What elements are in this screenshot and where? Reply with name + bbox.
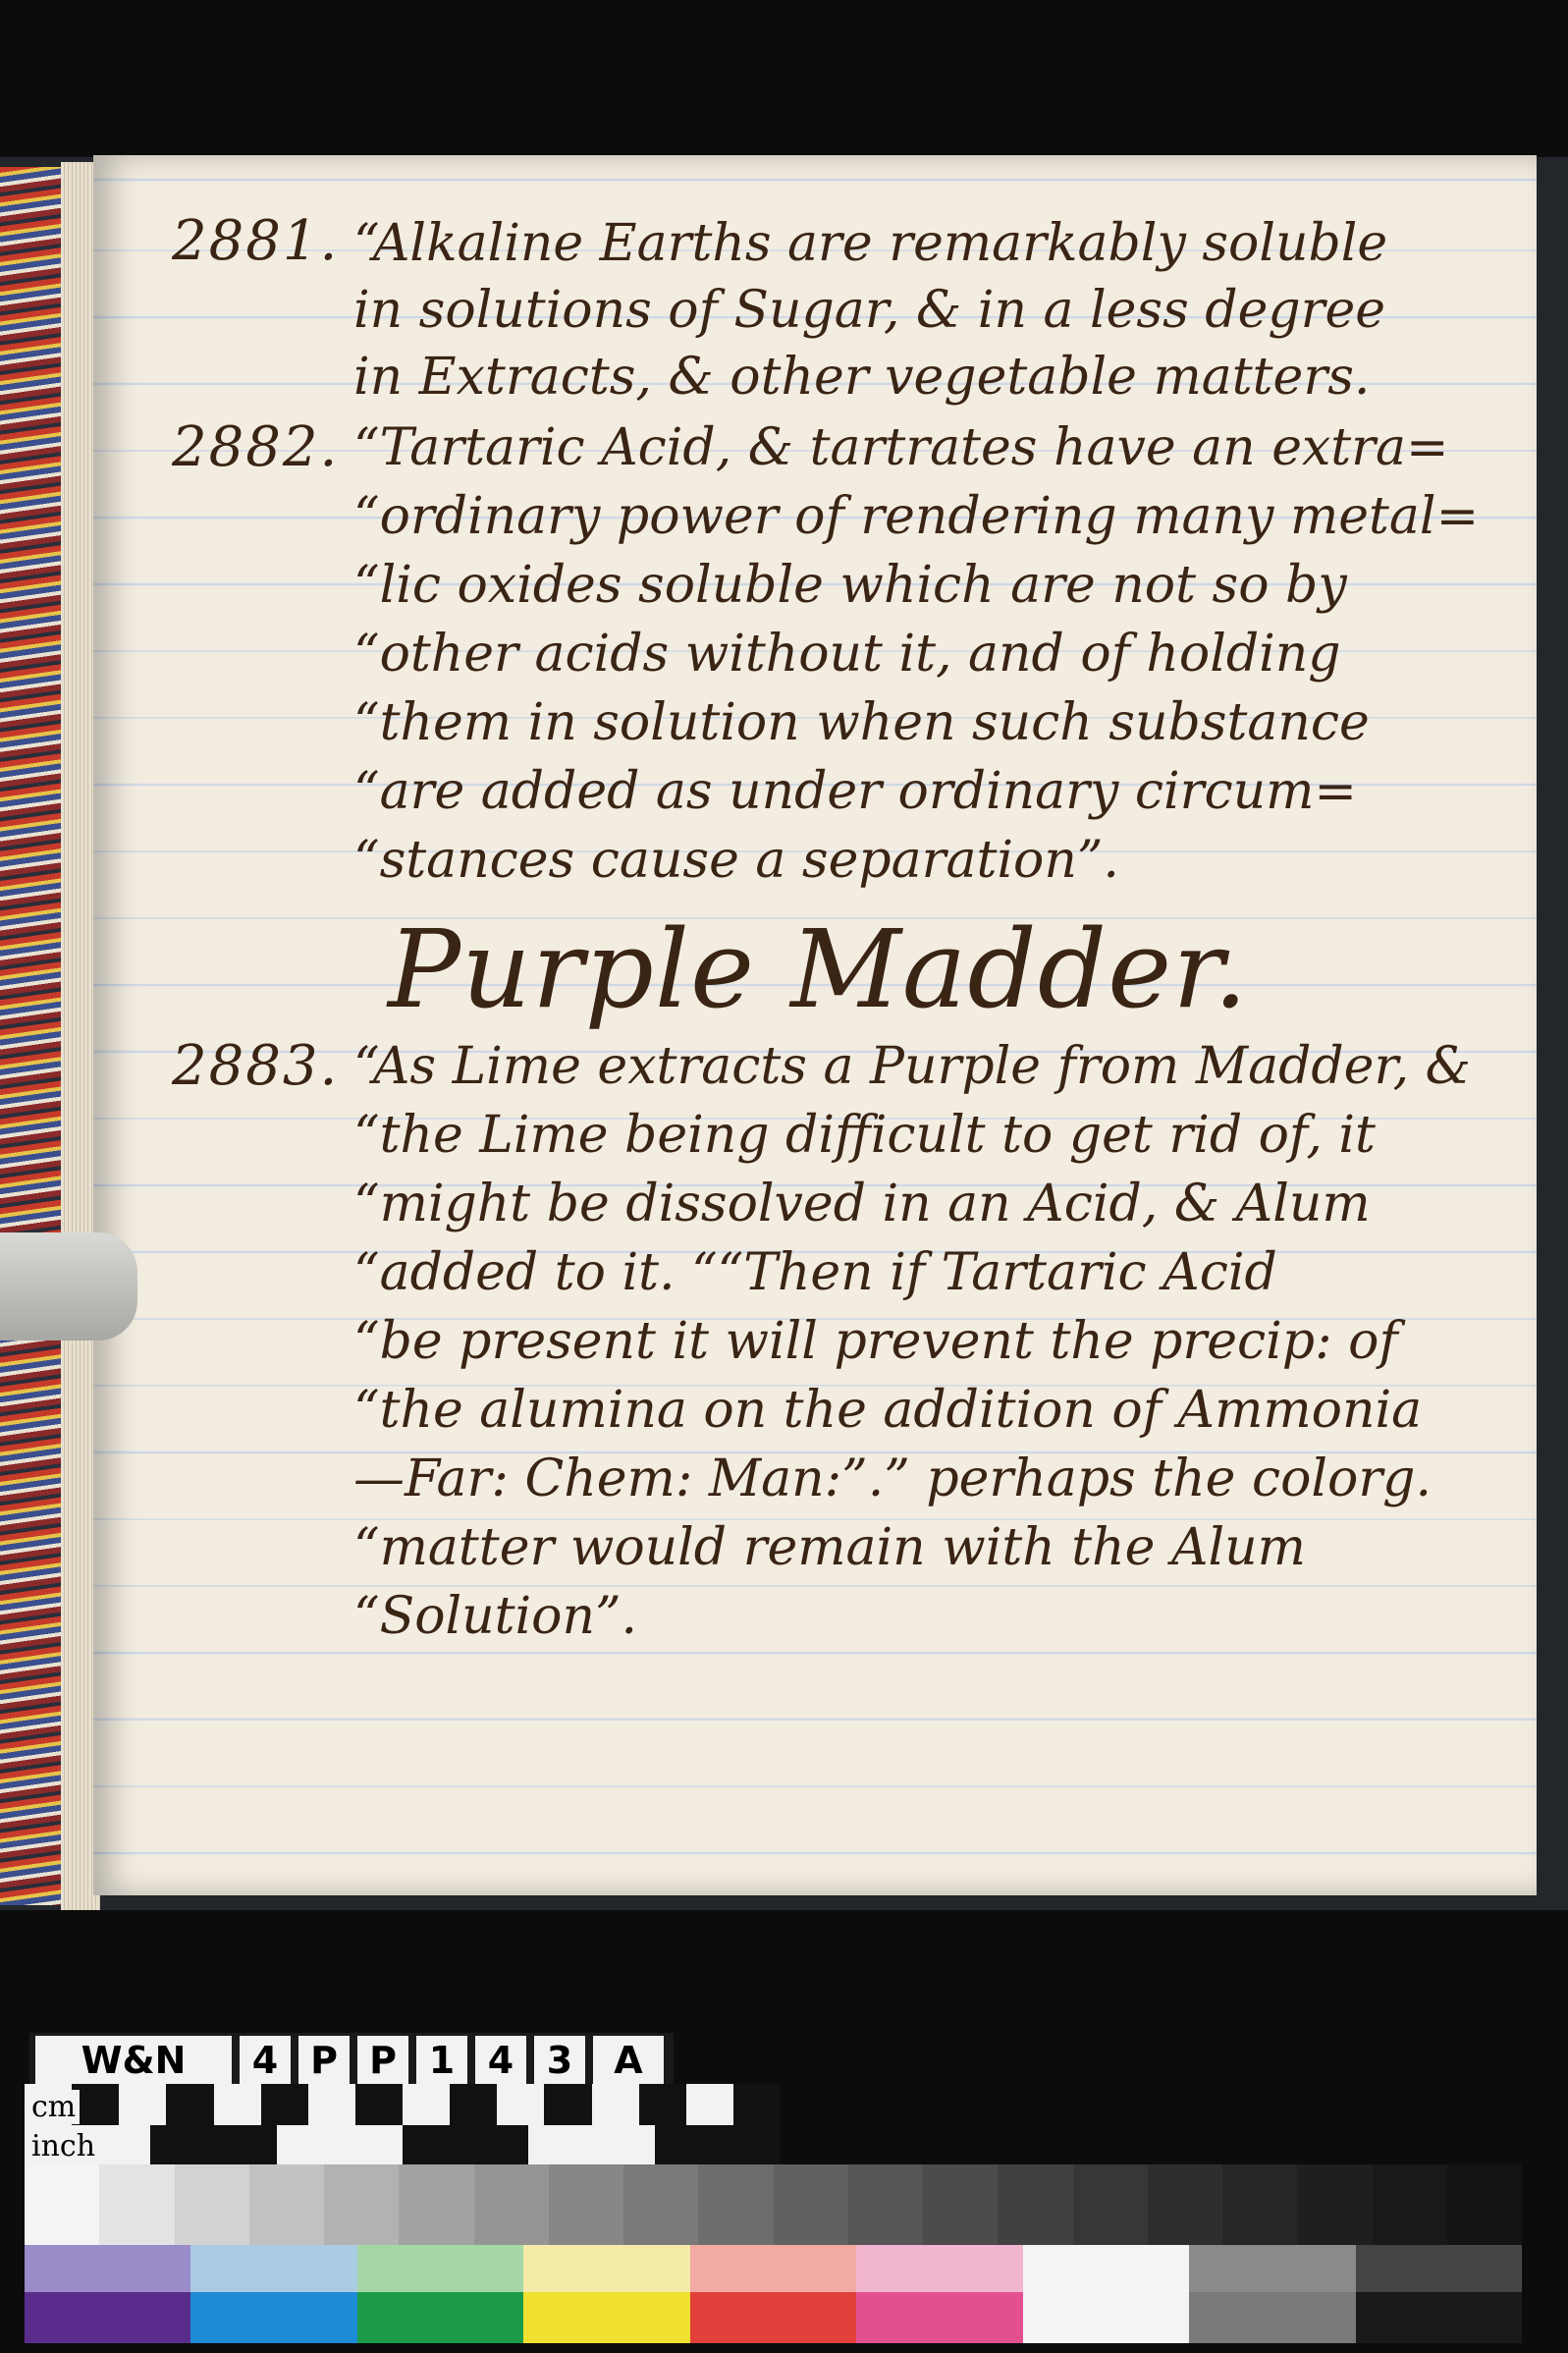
entry-line: “Alkaline Earths are remarkably soluble [353,214,1388,273]
color-patch [1189,2292,1355,2343]
entry-line: “Tartaric Acid, & tartrates have an extra= [353,418,1449,477]
entry-line: in solutions of Sugar, & in a less degree [353,281,1386,340]
entry-line: “ordinary power of rendering many metal= [353,487,1480,546]
entry-line: “them in solution when such substance [353,693,1370,752]
entry-number: 2881. [172,209,340,273]
color-patch [25,2245,190,2292]
gray-patch [549,2164,623,2245]
entry-number: 2882. [172,415,340,479]
entry-line: “As Lime extracts a Purple from Madder, & [353,1037,1471,1096]
color-patch [1023,2292,1189,2343]
entry-line: “the alumina on the addition of Ammonia [353,1381,1423,1440]
cm-scale [25,2084,781,2125]
color-patch [25,2292,190,2343]
target-label-box: 3 [534,2036,585,2085]
target-label-box: P [298,2036,350,2085]
gray-patch [774,2164,848,2245]
entry-line: “are added as under ordinary circum= [353,762,1357,821]
gray-patch [623,2164,698,2245]
entry-line: in Extracts, & other vegetable matters. [353,348,1371,407]
gray-patch [923,2164,998,2245]
gray-patch [324,2164,399,2245]
inch-label: inch [27,2129,99,2163]
notebook-page [93,155,1537,1895]
marbled-page-edges [0,167,69,1905]
color-patch [690,2245,856,2292]
gray-patch [1297,2164,1372,2245]
entry-line: “might be dissolved in an Acid, & Alum [353,1175,1371,1233]
color-patch [1023,2245,1189,2292]
inch-scale [25,2125,781,2164]
entry-number: 2883. [172,1034,340,1098]
color-patches-dark [25,2292,1522,2343]
target-label-box: A [593,2036,664,2085]
entry-line: “the Lime being difficult to get rid of, it [353,1106,1376,1165]
gray-patch [1148,2164,1222,2245]
color-patch [690,2292,856,2343]
gray-patch [99,2164,174,2245]
color-patch [856,2245,1022,2292]
gray-patch [175,2164,249,2245]
target-label-box: P [357,2036,408,2085]
entry-line: “Solution”. [353,1587,638,1646]
target-label-box: 4 [475,2036,526,2085]
target-label-box: W&N [35,2036,232,2085]
target-label-box: 4 [240,2036,291,2085]
gray-patch [848,2164,923,2245]
gray-patch [698,2164,773,2245]
gray-patch [399,2164,473,2245]
color-patch [190,2292,356,2343]
gray-patch [25,2164,99,2245]
color-patch [1189,2245,1355,2292]
entry-line: “stances cause a separation”. [353,831,1119,890]
entry-line: “other acids without it, and of holding [353,625,1341,684]
entry-line: —Far: Chem: Man:”.” perhaps the colorg. [353,1450,1432,1508]
gray-patch [1222,2164,1297,2245]
gray-patch [1447,2164,1522,2245]
entry-line: “matter would remain with the Alum [353,1518,1306,1577]
color-patch [856,2292,1022,2343]
gray-patch [1073,2164,1148,2245]
gray-patch [249,2164,324,2245]
section-heading: Purple Madder. [388,906,1249,1032]
gray-patch [998,2164,1072,2245]
color-patch [357,2292,523,2343]
target-label-box: 1 [416,2036,467,2085]
color-patch [357,2245,523,2292]
gray-scale-row [25,2164,1522,2245]
cm-label: cm [27,2090,80,2124]
page-clip [0,1232,137,1341]
gray-patch [1373,2164,1447,2245]
gray-patch [474,2164,549,2245]
color-patch [1356,2292,1522,2343]
color-patches-light [25,2245,1522,2292]
entry-line: “be present it will prevent the precip: of [353,1312,1398,1371]
color-patch [523,2245,689,2292]
entry-line: “added to it. ““Then if Tartaric Acid [353,1243,1277,1302]
color-patch [190,2245,356,2292]
entry-line: “lic oxides soluble which are not so by [353,556,1347,615]
color-patch [1356,2245,1522,2292]
color-patch [523,2292,689,2343]
